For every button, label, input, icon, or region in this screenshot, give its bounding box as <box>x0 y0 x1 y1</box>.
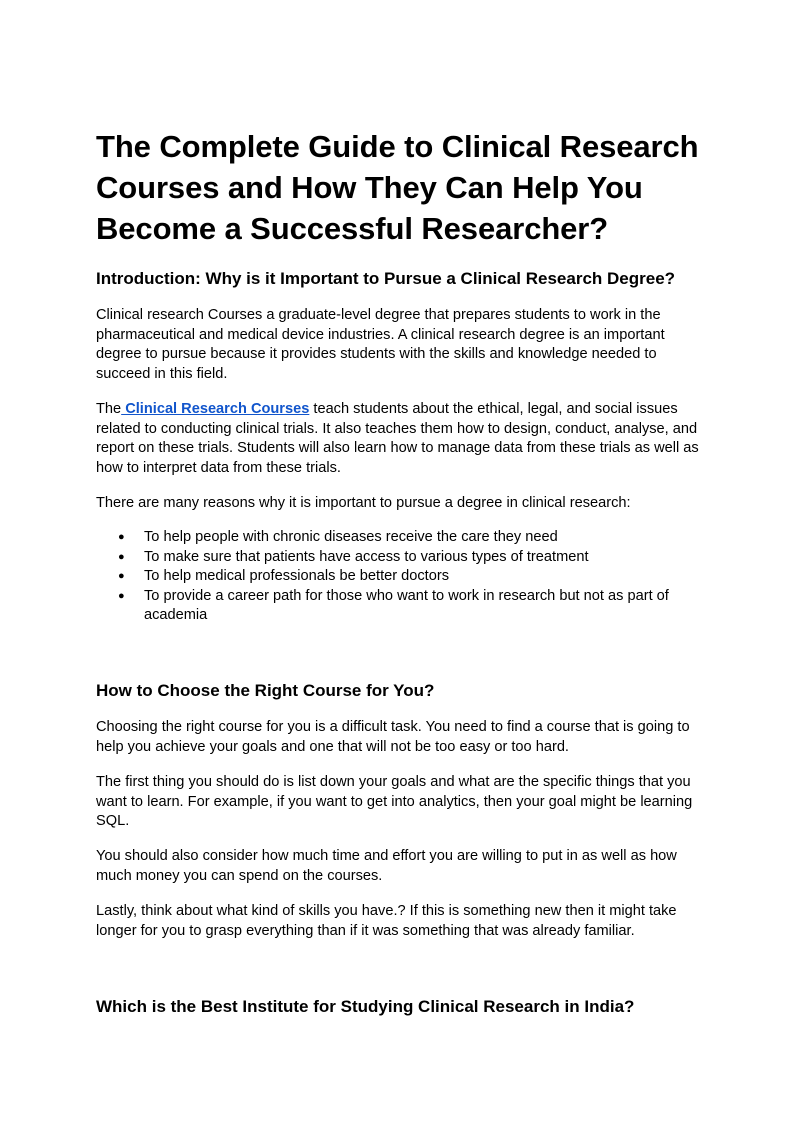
list-item-text: To help people with chronic diseases receive the care they need <box>144 529 558 545</box>
bullet-icon: ● <box>118 531 125 543</box>
list-item-text: To help medical professionals be better doctors <box>144 568 450 584</box>
intro-paragraph-3: There are many reasons why it is important to pursue a degree in clinical research: <box>96 495 631 511</box>
list-item <box>96 528 701 548</box>
bullet-icon: ● <box>118 550 125 563</box>
clinical-research-courses-link[interactable]: Clinical Research Courses <box>121 401 310 417</box>
list-item-text: To make sure that patients have access to various types of treatment <box>144 548 589 565</box>
list-item <box>96 587 701 626</box>
list-item-text: To provide a career path for those who want to work in research but not as part of academia <box>144 587 669 623</box>
bullet-icon: ● <box>118 589 125 602</box>
intro-paragraph-1: Clinical research Courses a graduate-level degree that prepares students to work in the pharmaceutical and medical device industries. A clinical research degree is an important degree to pursue because it provides students with the skills and knowledge needed to succeed in this field. <box>96 307 665 382</box>
bullet-icon: ● <box>118 570 125 582</box>
intro-paragraph-2-rest: teach students about the ethical, legal, and social issues related to conducting clinical trials. It also teaches them how to design, conduct, analyse, and report on these trials. Students will also learn how to manage data from these trials as well as how to interpret data from these trials. <box>96 401 699 476</box>
intro-heading: Introduction: Why is it Important to Pursue a Clinical Research Degree? <box>96 269 676 288</box>
document-title: The Complete Guide to Clinical Research Courses and How They Can Help You Become a Successful Researcher? <box>96 129 699 246</box>
choose-paragraph-4: Lastly, think about what kind of skills you have.? If this is something new then it might take longer for you to grasp everything than if it was something that was already familiar. <box>96 903 677 939</box>
reasons-list <box>96 528 701 626</box>
choose-paragraph-1: Choosing the right course for you is a difficult task. You need to find a course that is going to help you achieve your goals and one that will not be too easy or too hard. <box>96 719 690 755</box>
intro-paragraph-2-prefix: The <box>96 401 122 417</box>
best-institute-heading: Which is the Best Institute for Studying Clinical Research in India? <box>96 997 635 1016</box>
list-item <box>96 548 701 568</box>
choose-paragraph-3: You should also consider how much time and effort you are willing to put in as well as how much money you can spend on the courses. <box>96 848 677 884</box>
intro-paragraph-2 <box>96 400 701 478</box>
choose-paragraph-2: The first thing you should do is list down your goals and what are the specific things that you want to learn. For example, if you want to get into analytics, then your goal might be learning SQL. <box>96 774 693 829</box>
choose-course-heading: How to Choose the Right Course for You? <box>96 681 435 700</box>
list-item <box>96 567 701 587</box>
